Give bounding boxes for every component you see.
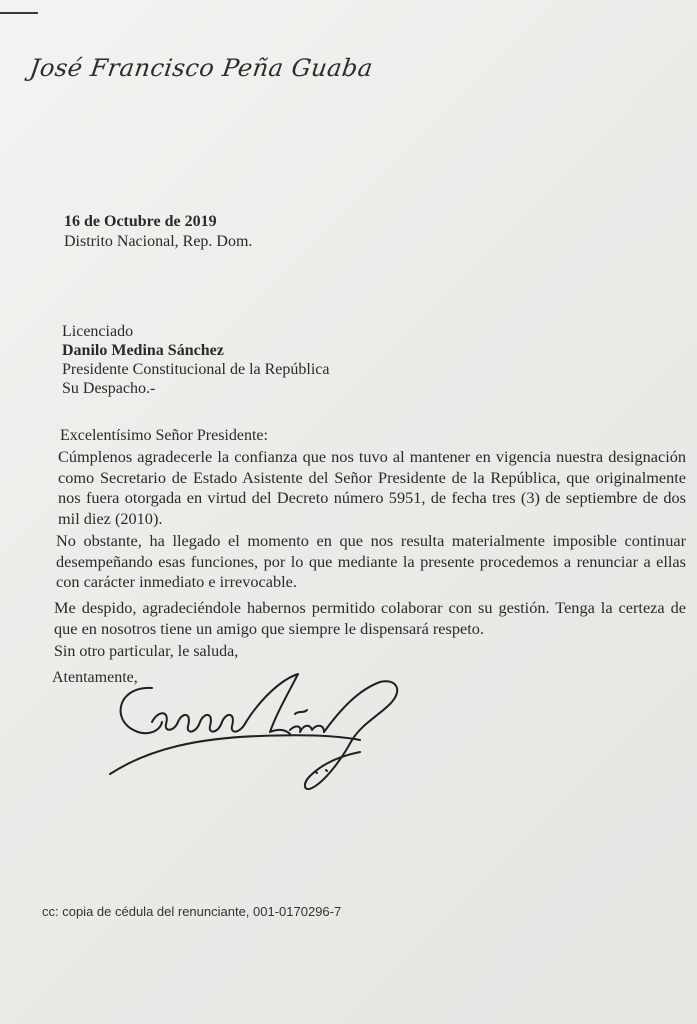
date-block [64,212,252,252]
handwritten-signature [90,670,420,800]
paragraph-2: No obstante, ha llegado el momento en que nos resulta materialmente imposible continuar desempeñando esas funciones, por lo que mediante la presente procedemos a renunciar a ellas con carácter inmediato e irrevocable. [56,531,686,591]
top-rule [0,12,38,14]
paragraph-1: Cúmplenos agradecerle la confianza que nos tuvo al mantener en vigencia nuestra designación como Secretario de Estado Asistente del Señor Presidente de la República, que originalmente nos fuera otorgada en virtud del Decreto número 5951, de fecha tres (3) de septiembre de dos mil diez (2010). [58,447,686,528]
recipient-block [62,322,330,398]
recipient-name: Danilo Medina Sánchez [62,342,224,359]
recipient-office: Su Despacho.- [62,380,156,397]
regards-line: Atentamente, [52,669,138,686]
closing-line: Sin otro particular, le saluda, [54,643,239,660]
salutation: Excelentísimo Señor Presidente: [60,427,268,444]
letterhead-name: José Francisco Peña Guaba [28,54,375,82]
paragraph-3: Me despido, agradeciéndole habernos permitido colaborar con su gestión. Tenga la certeza de que en nosotros tiene un amigo que siempre le dispensará respeto. [54,598,686,638]
letter-date: 16 de Octubre de 2019 [64,213,217,230]
letter-place: Distrito Nacional, Rep. Dom. [64,233,253,250]
recipient-title: Licenciado [62,323,134,340]
recipient-position: Presidente Constitucional de la República [62,361,330,378]
cc-note: cc: copia de cédula del renunciante, 001-0170296-7 [42,904,342,919]
